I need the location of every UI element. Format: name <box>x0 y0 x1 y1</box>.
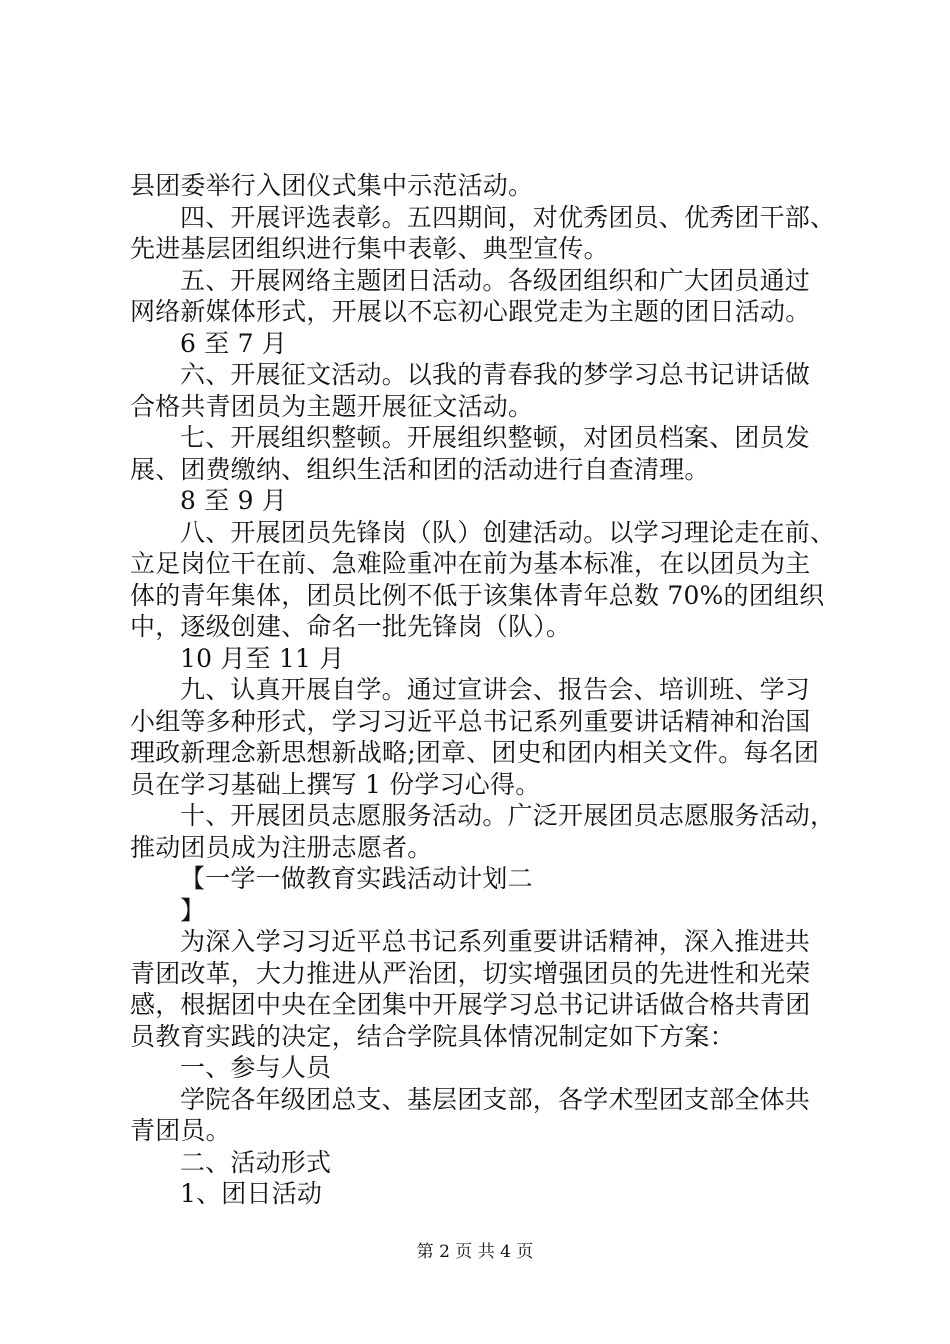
text-line: 体的青年集体，团员比例不低于该集体青年总数 70%的团组织 <box>130 580 825 610</box>
text-line: 小组等多种形式，学习习近平总书记系列重要讲话精神和治国 <box>130 706 811 736</box>
text-line: 立足岗位干在前、急难险重冲在前为基本标准，在以团员为主 <box>130 549 811 578</box>
text-line: 二、活动形式 <box>180 1147 332 1177</box>
text-line: 四、开展评选表彰。五四期间，对优秀团员、优秀团干部、 <box>180 202 836 232</box>
text-line: 感，根据团中央在全团集中开展学习总书记讲话做合格共青团 <box>130 990 811 1019</box>
text-line: 合格共青团员为主题开展征文活动。 <box>130 391 534 421</box>
text-line: 网络新媒体形式，开展以不忘初心跟党走为主题的团日活动。 <box>130 297 811 326</box>
text-line: 8 至 9 月 <box>180 486 288 515</box>
text-line: 10 月至 11 月 <box>180 643 345 673</box>
text-line: 员教育实践的决定，结合学院具体情况制定如下方案： <box>130 1021 735 1051</box>
text-line: 理政新理念新思想新战略;团章、团史和团内相关文件。每名团 <box>130 738 820 767</box>
text-line: 】 <box>180 895 206 925</box>
text-line: 为深入学习习近平总书记系列重要讲话精神，深入推进共 <box>180 927 811 956</box>
text-line: 青团改革，大力推进从严治团，切实增强团员的先进性和光荣 <box>130 958 811 988</box>
text-line: 六、开展征文活动。以我的青春我的梦学习总书记讲话做 <box>180 360 811 389</box>
text-line: 6 至 7 月 <box>180 328 288 358</box>
text-line: 一、参与人员 <box>180 1053 332 1082</box>
text-line: 学院各年级团总支、基层团支部，各学术型团支部全体共 <box>180 1084 811 1114</box>
text-line: 九、认真开展自学。通过宣讲会、报告会、培训班、学习 <box>180 675 811 704</box>
document-body <box>130 170 835 1210</box>
text-line: 展、团费缴纳、组织生活和团的活动进行自查清理。 <box>130 454 710 484</box>
text-line: 1、团日活动 <box>180 1179 323 1208</box>
text-line: 推动团员成为注册志愿者。 <box>130 832 433 862</box>
text-line: 十、开展团员志愿服务活动。广泛开展团员志愿服务活动， <box>180 801 836 830</box>
text-line: 先进基层团组织进行集中表彰、典型宣传。 <box>130 234 609 263</box>
text-line: 员在学习基础上撰写 1 份学习心得。 <box>130 769 541 799</box>
text-line: 七、开展组织整顿。开展组织整顿，对团员档案、团员发 <box>180 423 811 452</box>
text-line: 青团员。 <box>130 1116 231 1145</box>
page-footer: 第 2 页 共 4 页 <box>416 1242 534 1262</box>
text-line: 五、开展网络主题团日活动。各级团组织和广大团员通过 <box>180 265 811 295</box>
text-line: 县团委举行入团仪式集中示范活动。 <box>130 171 534 200</box>
text-line: 八、开展团员先锋岗（队）创建活动。以学习理论走在前、 <box>180 517 836 547</box>
text-line: 【一学一做教育实践活动计划二 <box>180 864 533 893</box>
text-line: 中，逐级创建、命名一批先锋岗（队）。 <box>130 612 572 641</box>
